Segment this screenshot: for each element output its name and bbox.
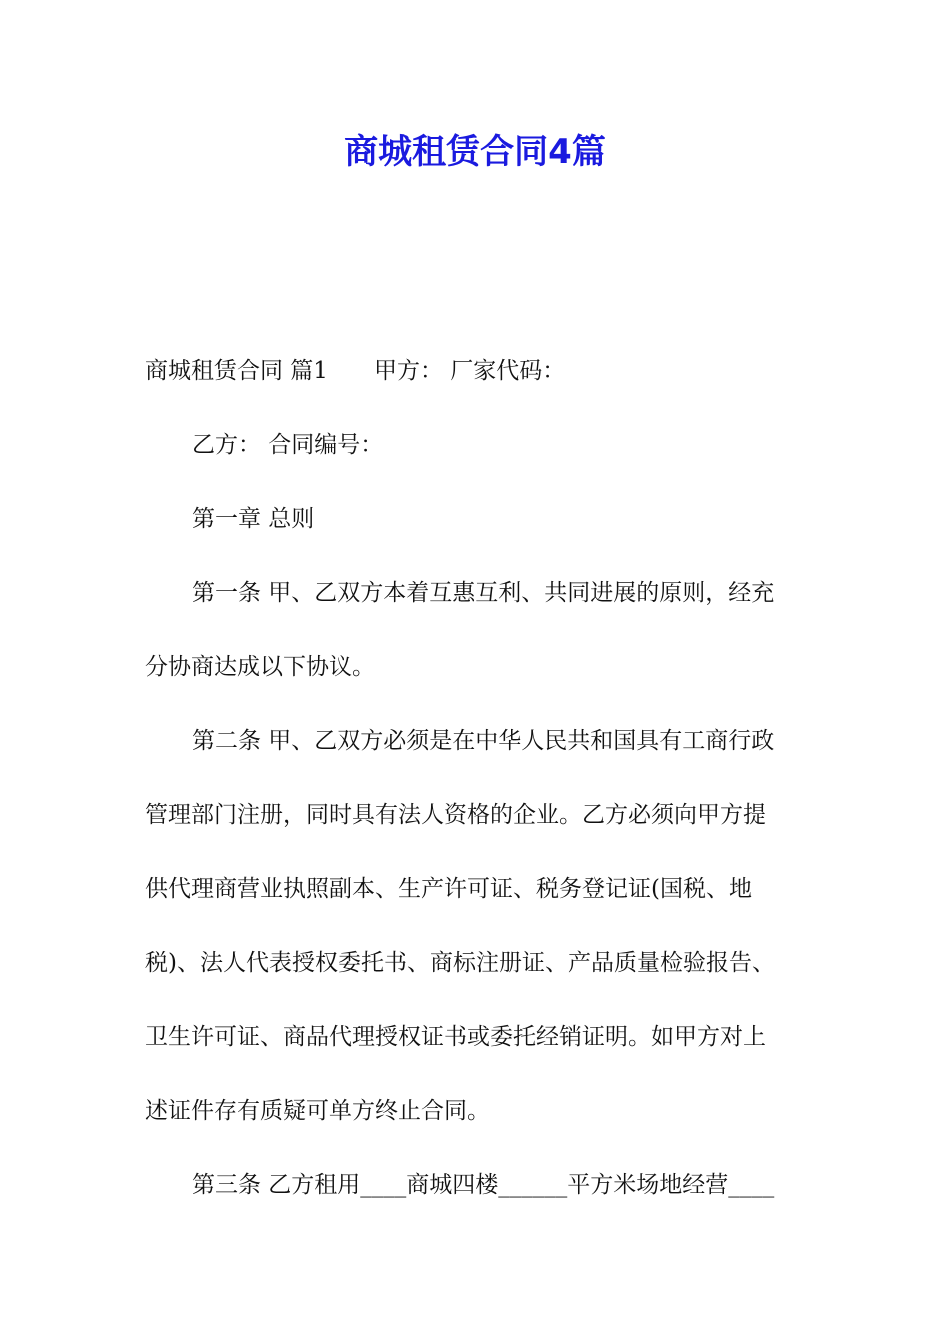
text-line-4: 第一条 甲、乙双方本着互惠互利、共同进展的原则，经充 <box>192 580 775 606</box>
text-line-8: 供代理商营业执照副本、生产许可证、税务登记证(国税、地 <box>145 876 752 902</box>
text-line-12: 第三条 乙方租用____商城四楼______平方米场地经营____ <box>192 1172 775 1198</box>
text-line-11: 述证件存有质疑可单方终止合同。 <box>145 1098 490 1124</box>
text-line-9: 税)、法人代表授权委托书、商标注册证、产品质量检验报告、 <box>145 950 775 976</box>
text-line-7: 管理部门注册，同时具有法人资格的企业。乙方必须向甲方提 <box>145 802 766 828</box>
text-line-10: 卫生许可证、商品代理授权证书或委托经销证明。如甲方对上 <box>145 1024 766 1050</box>
text-line-2: 乙方： 合同编号： <box>192 432 384 458</box>
text-line-6: 第二条 甲、乙双方必须是在中华人民共和国具有工商行政 <box>192 728 775 754</box>
document-title: 商城租赁合同4篇 <box>344 132 606 172</box>
document-body <box>145 334 807 1222</box>
contract-heading: 商城租赁合同 篇1 <box>145 358 328 384</box>
text-line-1 <box>145 334 807 408</box>
text-line-5: 分协商达成以下协议。 <box>145 654 375 680</box>
party-a-line: 甲方： 厂家代码： <box>373 358 566 384</box>
chapter-heading: 第一章 总则 <box>192 506 315 532</box>
